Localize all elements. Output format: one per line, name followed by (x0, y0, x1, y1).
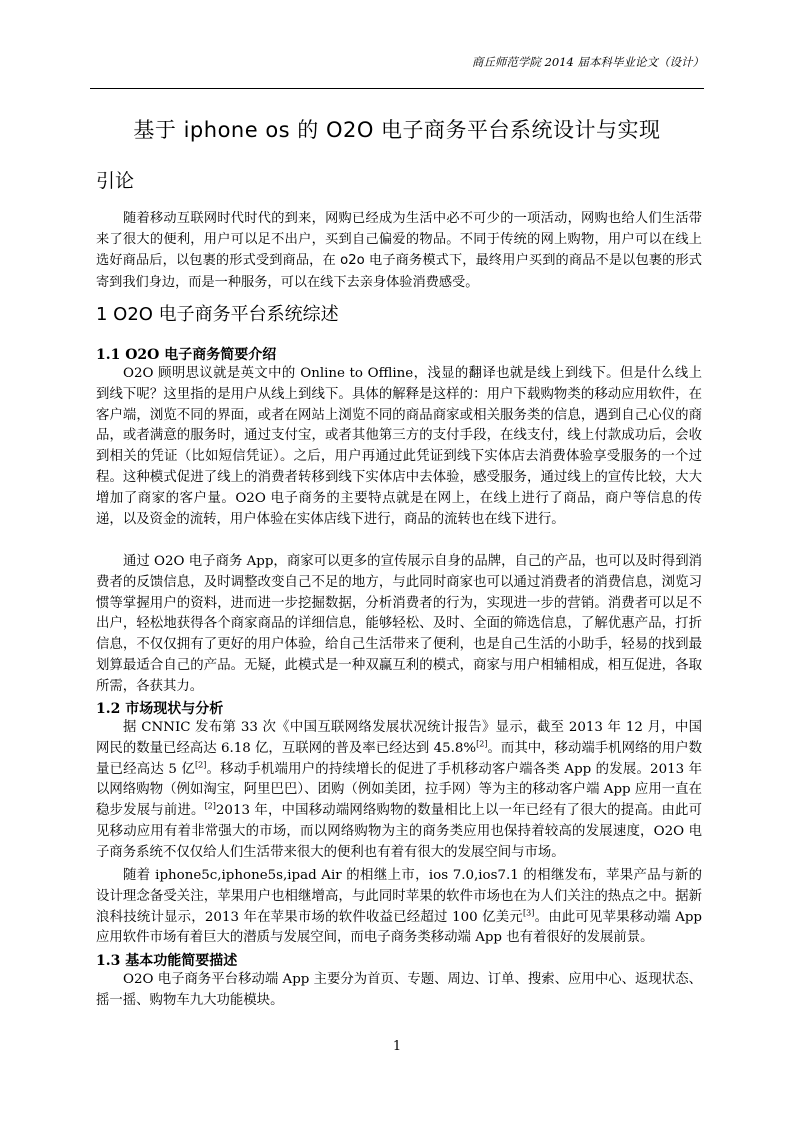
text-run: 随着 iphone5c,iphone5s,ipad Air 的相继上市，ios 7.0,ios7.1 的相继发布，苹果产品与新的设计理念备受关注，苹果用户也相继增高，与此同时苹果的软件市场也在为人们关注的热点之中。据新浪科技统计显示，2013 年在苹果市场的软件收益已经超过 100 亿美元 (96, 868, 702, 925)
section-1-3-heading: 1.3 基本功能简要描述 (96, 953, 238, 969)
intro-paragraph: 随着移动互联网时代时代的到来，网购已经成为生活中必不可少的一项活动，网购也给人们生活带来了很大的便利，用户可以足不出户，买到自己偏爱的物品。不同于传统的网上购物，用户可以在线上选好商品后，以包裹的形式受到商品，在 o2o 电子商务模式下，最终用户买到的商品不是以包裹的形式寄到我们身边，而是一种服务，可以在线下去亲身体验消费感受。 (96, 211, 702, 290)
section-1-2-heading: 1.2 市场现状与分析 (96, 701, 224, 717)
citation-ref: [2] (204, 801, 216, 811)
text-run: 。而其中，移动端手机网络的用户数量已经高达 5 亿 (96, 740, 703, 777)
section-1-2-paragraph-1 (96, 718, 702, 864)
page-number: 1 (392, 1039, 402, 1054)
text-run: 。由此可见苹果移动端 App 应用软件市场有着巨大的潜质与发展空间，而电子商务类移动端 App 也有着很好的发展前景。 (96, 909, 703, 946)
text-run: 据 CNNIC 发布第 33 次《中国互联网络发展状况统计报告》显示，截至 2013 年 12 月，中国网民的数量已经高达 6.18 亿，互联网的普及率已经达到 45.8% (96, 720, 702, 756)
citation-ref: [2] (195, 760, 207, 770)
text-run: 2013 年，中国移动端网络购物的数量相比上以一年已经有了很大的提高。由此可见移动应用有着非常强大的市场，而以网络购物为主的商务类应用也保持着较高的发展速度，O2O 电子商务系统不仅仅给人们生活带来很大的便利也有着有很大的发展空间与市场。 (96, 803, 703, 860)
text-run: 。移动手机端用户的持续增长的促进了手机移动客户端各类 App 的发展。2013 年以网络购物（例如淘宝，阿里巴巴）、团购（例如美团，拉手网）等为主的移动客户端 App 应用一直在稳步发展与前进。 (96, 761, 702, 819)
section-1-heading: 1 O2O 电子商务平台系统综述 (96, 304, 339, 325)
section-1-3-paragraph-1: O2O 电子商务平台移动端 App 主要分为首页、专题、周边、订单、搜索、应用中心、返现状态、摇一摇、购物车九大功能模块。 (96, 972, 702, 1008)
citation-ref: [3] (523, 908, 535, 918)
section-1-1-heading: 1.1 O2O 电子商务简要介绍 (96, 347, 277, 363)
intro-heading: 引论 (96, 170, 135, 192)
section-1-2-paragraph-2 (96, 866, 702, 949)
section-1-1-paragraph-2: 通过 O2O 电子商务 App，商家可以更多的宣传展示自身的品牌，自己的产品，也可以及时得到消费者的反馈信息，及时调整改变自己不足的地方，与此同时商家也可以通过消费者的消费信息，浏览习惯等掌握用户的资料，进而进一步挖掘数据，分析消费者的行为，实现进一步的营销。消费者可以足不出户，轻松地获得各个商家商品的详细信息，能够轻松、及时、全面的筛选信息，了解优惠产品，打折信息，不仅仅拥有了更好的用户体验，给自己生活带来了便利，也是自己生活的小助手，轻易的找到最划算最适合自己的产品。无疑，此模式是一种双赢互利的模式，商家与用户相辅相成，相互促进，各取所需，各获其力。 (96, 554, 702, 694)
section-1-1-paragraph-1: O2O 顾明思议就是英文中的 Online to Offline，浅显的翻译也就是线上到线下。但是什么线上到线下呢？这里指的是用户从线上到线下。具体的解释是这样的：用户下载购物类的移动应用软件，在客户端，浏览不同的界面，或者在网站上浏览不同的商品商家或相关服务类的信息，遇到自己心仪的商品，或者满意的服务时，通过支付宝，或者其他第三方的支付手段，在线支付，线上付款成功后，会收到相关的凭证（比如短信凭证）。之后，用户再通过此凭证到线下实体店去消费体验享受服务的一个过程。这种模式促进了线上的消费者转移到线下实体店中去体验，感受服务，通过线上的宣传比较，大大增加了商家的客户量。O2O 电子商务的主要特点就是在网上，在线上进行了商品，商户等信息的传递，以及资金的流转，用户体验在实体店线下进行，商品的流转也在线下进行。 (96, 366, 702, 527)
paper-title: 基于 iphone os 的 O2O 电子商务平台系统设计与实现 (133, 118, 661, 142)
page-header: 商丘师范学院 2014 届本科毕业论文（设计） (471, 55, 704, 69)
citation-ref: [2] (476, 739, 488, 749)
header-rule (90, 88, 704, 89)
